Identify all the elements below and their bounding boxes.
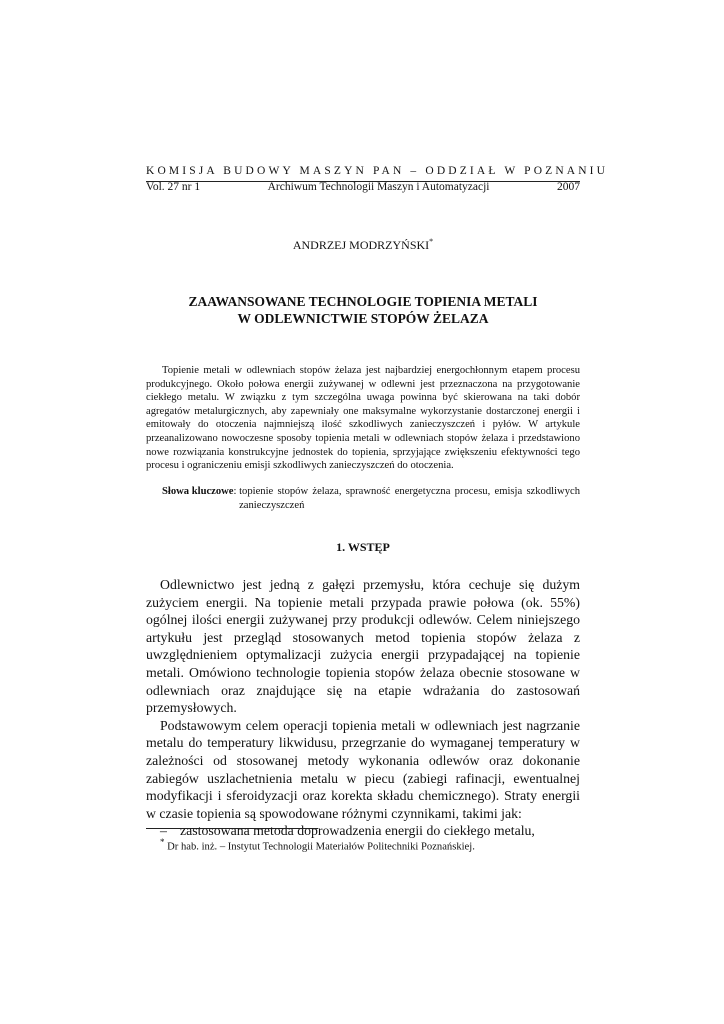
footnote-marker: * — [160, 837, 165, 847]
paper-title — [146, 293, 580, 327]
author-footnote-marker: * — [429, 237, 434, 246]
keywords-block — [162, 485, 580, 513]
keywords-label: Słowa kluczowe — [162, 486, 234, 497]
footnote — [160, 837, 580, 853]
title-line-2: W ODLEWNICTWIE STOPÓW ŻELAZA — [237, 311, 489, 326]
title-line-1: ZAAWANSOWANE TECHNOLOGIE TOPIENIA METALI — [188, 294, 538, 309]
publication-year: 2007 — [557, 181, 580, 193]
body-text — [146, 576, 580, 840]
abstract: Topienie metali w odlewniach stopów żelaza jest najbardziej energochłonnym etapem procesu produkcyjnego. Około połowa energii zużywanej w odlewni jest przeznaczona na przygotowanie ciekłego metalu. W związku z tym szczególna uwaga powinna być skierowana na taki dobór agregatów metalurgicznych, aby zapewniały one maksymalne wykorzystanie dostarczonej energii i emitowały do otoczenia najmniejszą ilość szkodliwych zanieczyszczeń i pyłów. W artykule przeanalizowano nowoczesne sposoby topienia metali w odlewniach stopów żelaza i przedstawiono nowe rozwiązania konstrukcyjne jednostek do topienia, sprzyjające zwiększeniu efektywności tego procesu i ograniczeniu emisji szkodliwych zanieczyszczeń do otoczenia. — [146, 365, 580, 472]
footnote-text: Dr hab. inż. – Instytut Technologii Materiałów Politechniki Poznańskiej. — [167, 841, 475, 853]
keywords-text: topienie stopów żelaza, sprawność energetyczna procesu, emisja szkodliwych zanieczyszczeń — [239, 486, 580, 511]
footnote-divider — [146, 828, 318, 829]
list-marker: – — [160, 823, 167, 839]
journal-meta-line — [146, 181, 580, 193]
list-item-text: zastosowana metoda doprowadzenia energii do ciekłego metalu, — [180, 823, 535, 839]
author-line — [146, 237, 580, 253]
author-name: ANDRZEJ MODRZYŃSKI — [292, 238, 430, 252]
journal-organization-header: KOMISJA BUDOWY MASZYN PAN – ODDZIAŁ W POZNANIU — [146, 165, 609, 177]
keywords-separator: : — [233, 486, 240, 497]
section-heading: 1. WSTĘP — [336, 540, 390, 554]
volume-number: Vol. 27 nr 1 — [146, 181, 201, 193]
journal-name: Archiwum Technologii Maszyn i Automatyzacji — [267, 181, 490, 193]
paragraph-1: Odlewnictwo jest jedną z gałęzi przemysłu, która cechuje się dużym zużyciem energii. Na topienie metali przypada prawie połowa (ok. 55%) ogólnej ilości energii zużywanej przy produkcji odlewów. Celem niniejszego artykułu jest przegląd stosowanych metod topienia stopów żelaza z uwzględnieniem optymalizacji zużycia energii przypadającej na topienie metali. Omówiono technologie topienia stopów żelaza obecnie stosowane w odlewniach oraz znajdujące się na etapie wdrażania do zastosowań przemysłowych. — [146, 577, 580, 716]
paragraph-2: Podstawowym celem operacji topienia metali w odlewniach jest nagrzanie metalu do temperatury likwidusu, przegrzanie do wymaganej temperatury w zależności od stosowanej metody wykonania odlewów oraz dokonanie zabiegów uszlachetnienia metalu w piecu (zabiegi rafinacji, ewentualnej modyfikacji i sferoidyzacji oraz korekta składu chemicznego). Straty energii w czasie topienia są spowodowane różnymi czynnikami, takimi jak: — [146, 717, 580, 821]
